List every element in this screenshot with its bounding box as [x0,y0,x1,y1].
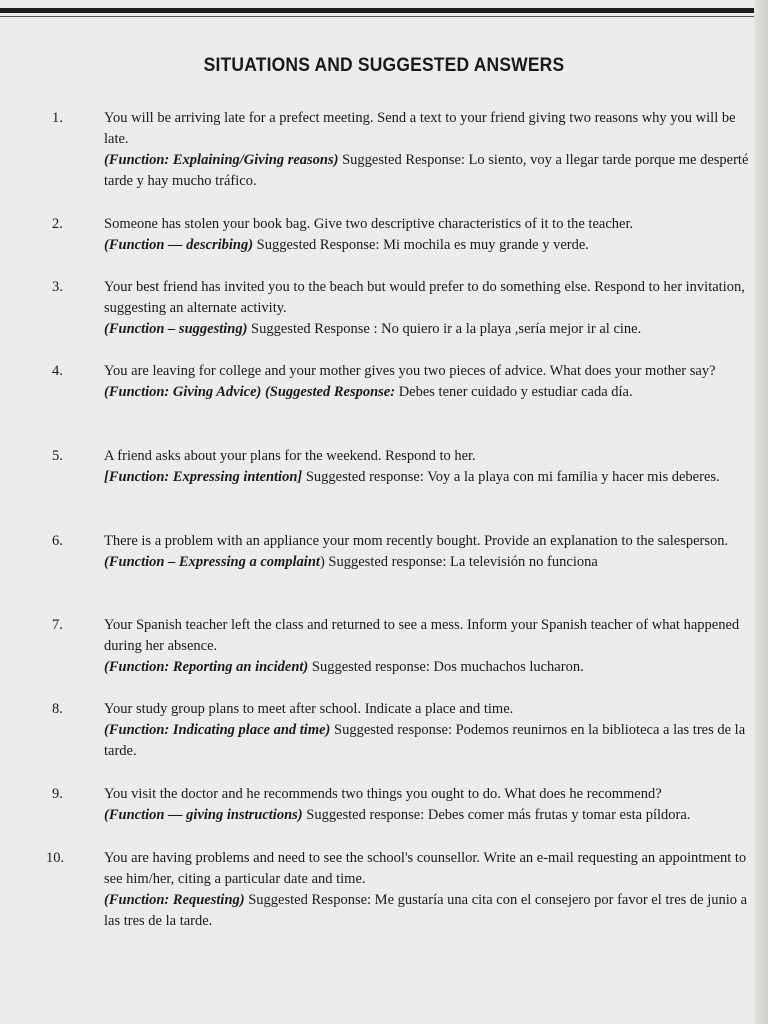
item-answer [104,235,754,256]
item-function: (Function: Indicating place and time) [104,722,331,738]
item-function: (Function: Reporting an incident) [104,659,309,675]
item-body [104,361,754,403]
item-response: Suggested response: Podemos reunirnos en la biblioteca a las tres de la tarde. [104,722,746,759]
item-function: (Function — describing) [104,237,254,253]
item-number: 8. [52,701,63,717]
item-number: 3. [52,279,63,295]
item-answer [104,552,754,573]
top-border-rule [0,8,768,13]
item-answer [104,319,754,340]
item-function: (Function — giving instructions) [104,807,303,823]
item-body [104,699,754,762]
item-body [104,848,754,932]
item-answer [104,890,754,932]
item-number: 5. [52,448,63,464]
item-body [104,277,754,340]
item-body [104,784,754,826]
item-body [104,108,754,192]
page-title: SITUATIONS AND SUGGESTED ANSWERS [203,55,565,76]
item-prompt: You are leaving for college and your mother gives you two pieces of advice. What does your mother say? [104,363,716,379]
item-response: Suggested Response: Mi mochila es muy grande y verde. [253,237,589,253]
item-response: Suggested Response: Me gustaría una cita con el consejero por favor el tres de junio a las tres de la tarde. [104,892,748,929]
item-function: (Function: Requesting) [104,892,245,908]
item-function: (Function: Explaining/Giving reasons) [104,152,339,168]
item-response: Suggested Response: Lo siento, voy a llegar tarde porque me desperté tarde y hay mucho tráfico. [104,152,749,189]
item-number: 2. [52,216,63,232]
item-prompt: Your best friend has invited you to the beach but would prefer to do something else. Respond to her invitation, suggesting an alternate activity. [104,279,745,316]
item-body [104,531,754,573]
item-function: (Function – suggesting) [104,321,248,337]
item-answer [104,467,754,488]
item-answer [104,805,754,826]
item-prompt: There is a problem with an appliance your mom recently bought. Provide an explanation to the salesperson. [104,533,729,549]
item-prompt: You will be arriving late for a prefect meeting. Send a text to your friend giving two reasons why you will be late. [104,110,736,147]
item-number: 4. [52,363,63,379]
item-number: 10. [46,850,65,866]
item-response: Suggested Response : No quiero ir a la playa ,sería mejor ir al cine. [247,321,642,337]
item-number: 9. [52,786,63,802]
page-edge-shadow [754,0,768,1024]
item-body [104,615,754,678]
item-answer [104,382,754,403]
item-response: Suggested response: Debes comer más frutas y tomar esta píldora. [302,807,691,823]
item-prompt: A friend asks about your plans for the weekend. Respond to her. [104,448,476,464]
item-response: ) Suggested response: La televisión no funciona [319,554,598,570]
item-response: Debes tener cuidado y estudiar cada día. [395,384,633,400]
item-body [104,446,754,488]
item-prompt: Someone has stolen your book bag. Give two descriptive characteristics of it to the teacher. [104,216,634,232]
item-body [104,214,754,256]
item-prompt: Your study group plans to meet after school. Indicate a place and time. [104,701,514,717]
item-function: (Function – Expressing a complaint [104,554,320,570]
item-number: 7. [52,617,63,633]
item-prompt: You visit the doctor and he recommends two things you ought to do. What does he recommend? [104,786,662,802]
item-response: Suggested response: Dos muchachos lucharon. [308,659,584,675]
item-prompt: You are having problems and need to see the school's counsellor. Write an e-mail requesting an appointment to see him/her, citing a particular date and time. [104,850,747,887]
item-answer [104,150,754,192]
item-answer [104,657,754,678]
item-prompt: Your Spanish teacher left the class and returned to see a mess. Inform your Spanish teacher of what happened during her absence. [104,617,740,654]
item-function: [Function: Expressing intention] [104,469,303,485]
item-number: 1. [52,110,63,126]
item-function: (Function: Giving Advice) (Suggested Response: [104,384,396,400]
item-number: 6. [52,533,63,549]
item-answer [104,720,754,762]
top-border-rule-thin [0,16,768,17]
item-response: Suggested response: Voy a la playa con mi familia y hacer mis deberes. [302,469,720,485]
